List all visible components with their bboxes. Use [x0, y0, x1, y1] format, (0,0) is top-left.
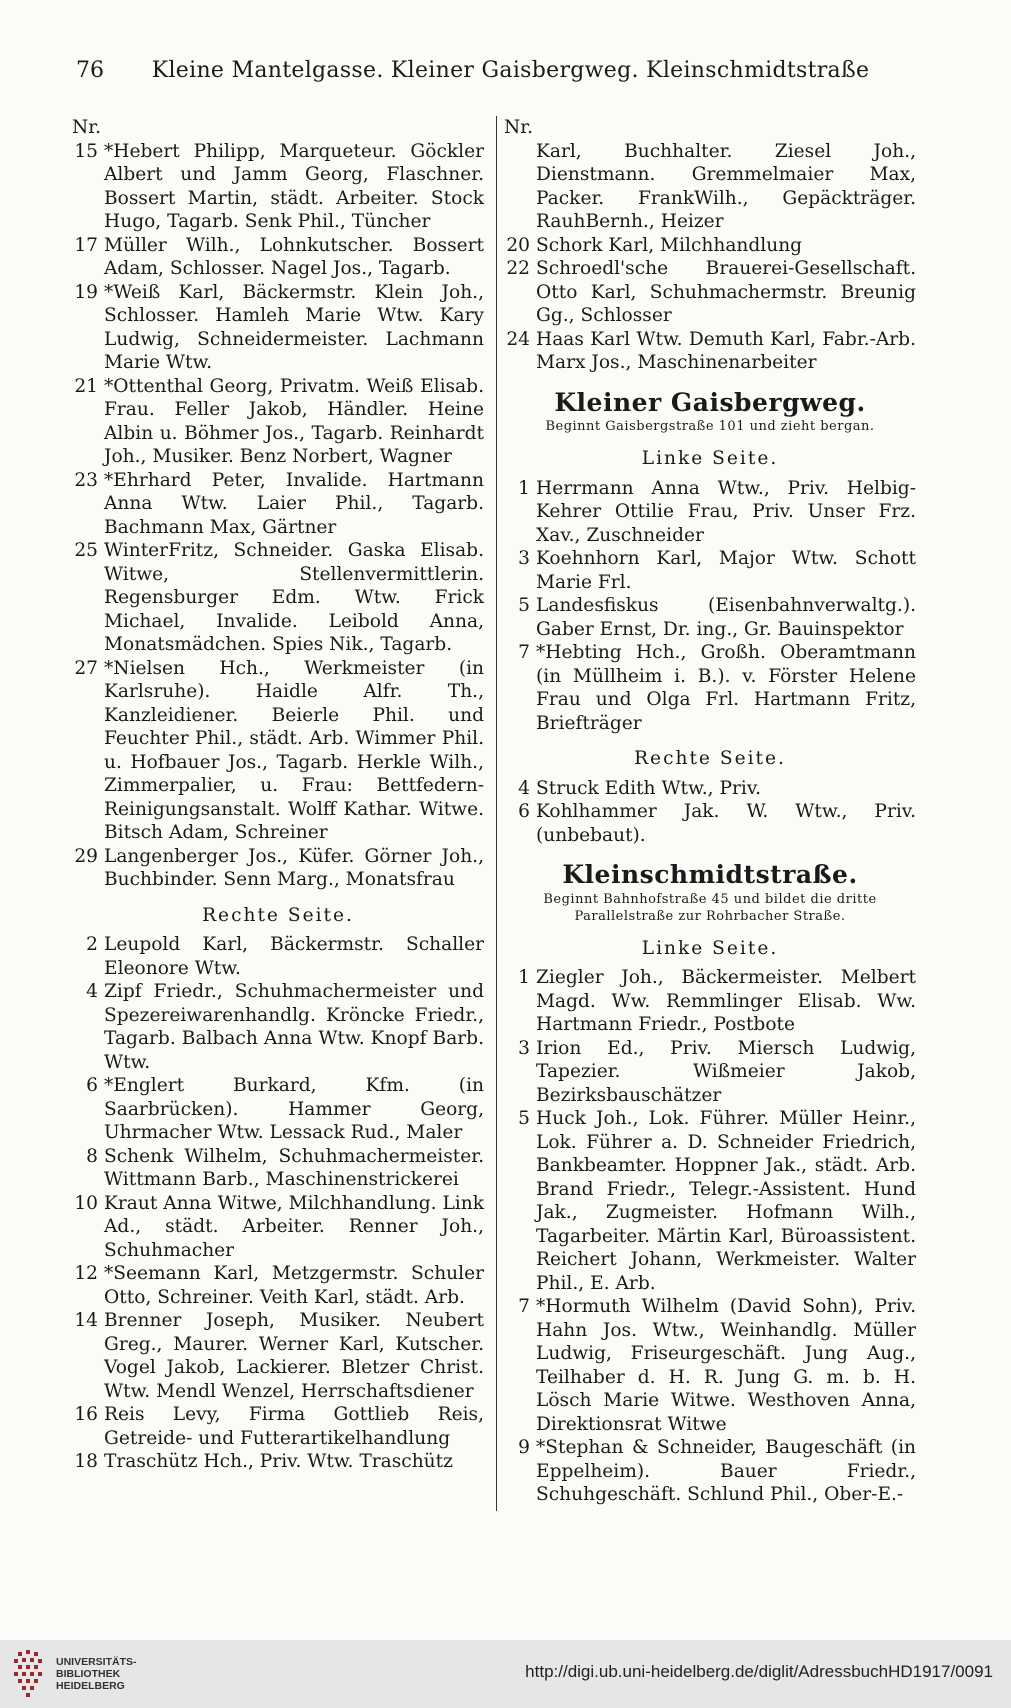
address-entry [504, 257, 916, 328]
entry-list [504, 777, 916, 848]
resident-list: Langenberger Jos., Küfer. Görner Joh., Buchbinder. Senn Marg., Monatsfrau [104, 845, 484, 890]
address-entry [72, 469, 484, 540]
entry-list [504, 966, 916, 1507]
resident-list: *Hebert Philipp, Marqueteur. Göckler Albert und Jamm Georg, Flaschner. Bossert Martin, städt. Arbeiter. Stock Hugo, Tagarb. Senk Phil., Tüncher [104, 140, 484, 232]
page-title: Kleine Mantelgasse. Kleiner Gaisbergweg. Kleinschmidtstraße [151, 58, 870, 83]
house-number: 7 [518, 1296, 530, 1317]
house-number: 7 [518, 642, 530, 663]
house-number: 3 [518, 1037, 530, 1059]
resident-list: Traschütz Hch., Priv. Wtw. Traschütz [104, 1451, 453, 1472]
street-title: Kleiner Gaisbergweg. [554, 387, 866, 417]
address-entry [504, 800, 916, 847]
page-number: 76 [76, 58, 104, 83]
resident-list: *Weiß Karl, Bäckermstr. Klein Joh., Schlosser. Hamleh Marie Wtw. Kary Ludwig, Schneidermeister. Lachmann Marie Wtw. [104, 281, 484, 373]
house-number: 4 [518, 777, 530, 799]
house-number: 9 [518, 1437, 530, 1458]
resident-list: Haas Karl Wtw. Demuth Karl, Fabr.-Arb. Marx Jos., Maschinenarbeiter [536, 328, 916, 373]
address-entry [504, 1037, 916, 1108]
address-entry [72, 1450, 484, 1474]
house-number: 6 [518, 801, 530, 822]
page-header [70, 58, 951, 88]
resident-list: *Ehrhard Peter, Invalide. Hartmann Anna Wtw. Laier Phil., Tagarb. Bachmann Max, Gärtner [104, 469, 484, 538]
resident-list: Koehnhorn Karl, Major Wtw. Schott Marie Frl. [536, 548, 916, 593]
university-seal-icon [12, 1650, 46, 1698]
street-title: Kleinschmidtstraße. [562, 860, 858, 889]
continuation-text: Karl, Buchhalter. Ziesel Joh., Dienstmann. Gremmelmaier Max, Packer. FrankWilh., Gepäckträger. RauhBernh., Heizer [536, 140, 916, 232]
address-entry [504, 477, 916, 548]
resident-list: Irion Ed., Priv. Miersch Ludwig, Tapezier. Wißmeier Jakob, Bezirksbauschätzer [536, 1037, 916, 1106]
resident-list: Kraut Anna Witwe, Milchhandlung. Link Ad., städt. Arbeiter. Renner Joh., Schuhmacher [104, 1192, 484, 1261]
address-entry [504, 234, 916, 258]
address-entry [72, 1145, 484, 1192]
entry-list [72, 140, 484, 892]
address-entry [72, 657, 484, 845]
house-number: 24 [506, 328, 530, 350]
address-entry [504, 966, 916, 1037]
house-number: 16 [74, 1404, 98, 1425]
house-number: 2 [86, 934, 98, 955]
address-entry [72, 1403, 484, 1450]
house-number: 15 [74, 140, 98, 162]
right-column [504, 116, 916, 1507]
address-entry [72, 1192, 484, 1263]
house-number: 1 [518, 967, 530, 988]
address-entry [504, 594, 916, 641]
resident-list: *Hormuth Wilhelm (David Sohn), Priv. Hahn Jos. Wtw., Weinhandlg. Müller Ludwig, Friseurgeschäft. Jung Aug., Teilhaber d. H. R. Jung G. m. b. H. Lösch Marie Witwe. Westhoven Anna, Direktionsrat Witwe [536, 1296, 916, 1435]
house-number: 29 [74, 845, 98, 867]
house-number: 25 [74, 540, 98, 561]
house-number: 14 [74, 1310, 98, 1331]
section-heading-right-side: Rechte Seite. [202, 904, 354, 926]
address-entry [72, 1309, 484, 1403]
resident-list: Schenk Wilhelm, Schuhmachermeister. Wittmann Barb., Maschinenstrickerei [104, 1145, 484, 1190]
nr-label: Nr. [504, 117, 534, 138]
address-entry [72, 140, 484, 234]
address-entry [72, 375, 484, 469]
resident-list: Leupold Karl, Bäckermstr. Schaller Eleonore Wtw. [104, 934, 484, 979]
resident-list: *Englert Burkard, Kfm. (in Saarbrücken). Hammer Georg, Uhrmacher Wtw. Lessack Rud., Maler [104, 1075, 484, 1143]
column-divider [496, 116, 497, 1511]
resident-list: Struck Edith Wtw., Priv. [536, 777, 762, 799]
address-entry [72, 1262, 484, 1309]
house-number: 5 [518, 595, 530, 616]
source-url-link[interactable]: http://digi.ub.uni-heidelberg.de/diglit/AdressbuchHD1917/0091 [525, 1662, 993, 1681]
address-entry [72, 845, 484, 892]
house-number: 4 [86, 981, 98, 1002]
resident-list: Müller Wilh., Lohnkutscher. Bossert Adam, Schlosser. Nagel Jos., Tagarb. [104, 234, 484, 279]
house-number: 18 [74, 1451, 98, 1472]
address-entry [504, 1107, 916, 1295]
resident-list: Huck Joh., Lok. Führer. Müller Heinr., Lok. Führer a. D. Schneider Friedrich, Bankbeamter. Hoppner Jak., städt. Arb. Brand Friedr., Telegr.-Assistent. Hund Jak., Zugmeister. Hofmann Wilh., Tagarbeiter. Märtin Karl, Büroassistent. Reichert Johann, Werkmeister. Walter Phil., E. Arb. [536, 1108, 916, 1294]
address-entry [504, 328, 916, 375]
address-entry [504, 777, 916, 801]
resident-list: Zipf Friedr., Schuhmachermeister und Spezereiwarenhandlg. Kröncke Friedr., Tagarb. Balbach Anna Wtw. Knopf Barb. Wtw. [104, 981, 484, 1073]
street-description: Beginnt Gaisbergstraße 101 und zieht bergan. [545, 419, 875, 434]
house-number: 17 [74, 234, 98, 256]
library-name: UNIVERSITÄTS- BIBLIOTHEK HEIDELBERG [56, 1656, 137, 1692]
address-entry [72, 539, 484, 657]
resident-list: Schroedl'sche Brauerei-Gesellschaft. Otto Karl, Schuhmachermstr. Breunig Gg., Schlosser [536, 258, 916, 326]
house-number: 8 [86, 1145, 98, 1167]
resident-list: *Ottenthal Georg, Privatm. Weiß Elisab. Frau. Feller Jakob, Händler. Heine Albin u. Böhmer Jos., Tagarb. Reinhardt Joh., Musiker. Benz Norbert, Wagner [104, 375, 484, 467]
address-entry [504, 547, 916, 594]
house-number: 1 [518, 477, 530, 499]
resident-list: Schork Karl, Milchhandlung [536, 234, 803, 256]
resident-list: Brenner Joseph, Musiker. Neubert Greg., Maurer. Werner Karl, Kutscher. Vogel Jakob, Lackierer. Bletzer Christ. Wtw. Mendl Wenzel, Herrschaftsdiener [104, 1310, 484, 1402]
house-number: 10 [74, 1192, 98, 1214]
house-number: 22 [506, 258, 530, 279]
house-number: 21 [74, 375, 98, 397]
resident-list: *Stephan & Schneider, Baugeschäft (in Eppelheim). Bauer Friedr., Schuhgeschäft. Schlund Phil., Ober-E.- [536, 1437, 916, 1505]
resident-list: *Nielsen Hch., Werkmeister (in Karlsruhe). Haidle Alfr. Th., Kanzleidiener. Beierle Phil. und Feuchter Phil., städt. Arb. Wimmer Phil. u. Hofbauer Jos., Tagarb. Herkle Wilh., Zimmerpalier, u. Frau: Bettfedern-Reinigungsanstalt. Wolff Kathar. Witwe. Bitsch Adam, Schreiner [104, 657, 484, 843]
section-heading-right-side: Rechte Seite. [634, 748, 786, 769]
house-number: 6 [86, 1075, 98, 1096]
resident-list: Reis Levy, Firma Gottlieb Reis, Getreide- und Futterartikelhandlung [104, 1404, 484, 1449]
house-number: 27 [74, 657, 98, 679]
resident-list: *Seemann Karl, Metzgermstr. Schuler Otto, Schreiner. Veith Karl, städt. Arb. [104, 1263, 484, 1308]
resident-list: *Hebting Hch., Großh. Oberamtmann (in Müllheim i. B.). v. Förster Helene Frau und Olga Frl. Hartmann Fritz, Briefträger [536, 642, 916, 734]
resident-list: Landesfiskus (Eisenbahnverwaltg.). Gaber Ernst, Dr. ing., Gr. Bauinspektor [536, 595, 916, 640]
resident-list: Herrmann Anna Wtw., Priv. Helbig-Kehrer Ottilie Frau, Priv. Unser Frz. Xav., Zuschneider [536, 477, 916, 546]
resident-list: Ziegler Joh., Bäckermeister. Melbert Magd. Ww. Remmlinger Elisab. Ww. Hartmann Friedr., Postbote [536, 967, 916, 1035]
resident-list: Kohlhammer Jak. W. Wtw., Priv. (unbebaut). [536, 801, 916, 846]
address-entry [72, 234, 484, 281]
address-entry [72, 1074, 484, 1145]
address-entry [504, 641, 916, 735]
address-entry [504, 1295, 916, 1436]
nr-label: Nr. [72, 117, 102, 138]
entry-list [72, 933, 484, 1474]
footer-bar [0, 1640, 1011, 1708]
house-number: 5 [518, 1108, 530, 1129]
section-heading-left-side: Linke Seite. [641, 937, 779, 959]
resident-list: WinterFritz, Schneider. Gaska Elisab. Witwe, Stellenvermittlerin. Regensburger Edm. Wtw. Frick Michael, Invalide. Leibold Anna, Monatsmädchen. Spies Nik., Tagarb. [104, 540, 484, 655]
address-entry [72, 933, 484, 980]
house-number: 20 [506, 234, 530, 256]
address-entry [72, 281, 484, 375]
entry-list [504, 477, 916, 736]
address-entry [72, 980, 484, 1074]
entry-list [504, 234, 916, 375]
address-entry [504, 1436, 916, 1507]
house-number: 23 [74, 469, 98, 491]
street-description: Beginnt Bahnhofstraße 45 und bildet die dritte Parallelstraße zur Rohrbacher Straße. [543, 891, 877, 924]
left-column [72, 116, 484, 1474]
house-number: 3 [518, 548, 530, 569]
section-heading-left-side: Linke Seite. [641, 448, 779, 469]
house-number: 12 [74, 1263, 98, 1284]
house-number: 19 [74, 281, 98, 303]
